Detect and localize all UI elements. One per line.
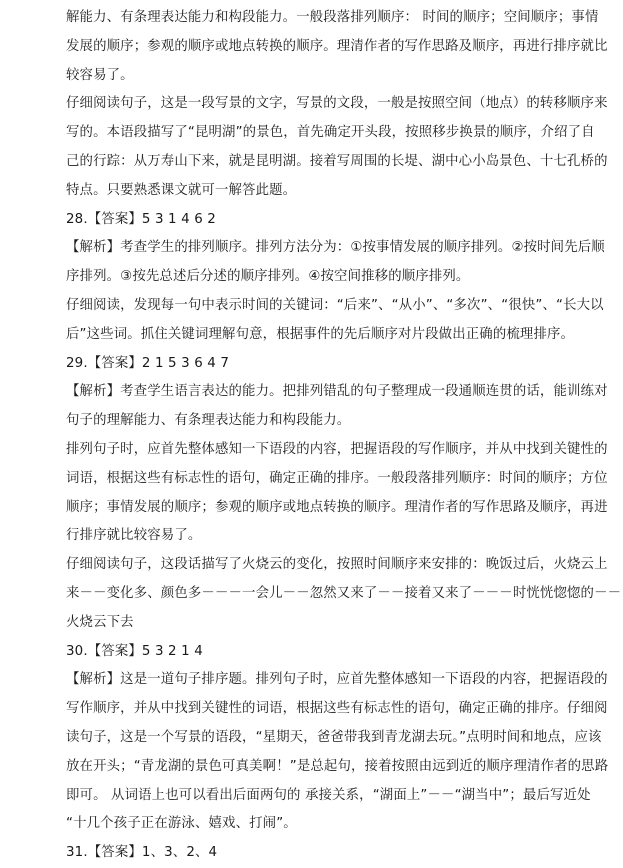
text-line: 特点。只要熟悉课文就可一解答此题。 (66, 182, 297, 198)
text-line: 火烧云下去 (66, 614, 134, 630)
text-line: 仔细阅读，发现每一句中表示时间的关键词：“后来”、“从小”、“多次”、“很快”、“长大以 (66, 297, 604, 313)
text-line: 词语，根据这些有标志性的语句，确定正确的排序。一般段落排列顺序：时间的顺序；方位 (66, 470, 608, 486)
text-line: 来－－变化多、颜色多－－－一会儿－－忽然又来了－－接着又来了－－－时恍恍惚惚的－－ (66, 585, 622, 601)
text-line: 写作顺序，并从中找到关键性的词语，根据这些有标志性的语句，确定正确的排序。仔细阅 (66, 701, 608, 717)
text-line: 【解析】考查学生语言表达的能力。把排列错乱的句子整理成一段通顺连贯的话，能训练对 (66, 384, 608, 400)
text-line: 解能力、有条理表达能力和构段能力。一般段落排列顺序： 时间的顺序；空间顺序；事情 (66, 10, 599, 25)
text-line: 【解析】考查学生的排列顺序。排列方法分为：①按事情发展的顺序排列。②按时间先后顺 (66, 240, 605, 256)
text-line: 己的行踪：从万寿山下来，就是昆明湖。接着写周围的长堤、湖中心小岛景色、十七孔桥的 (66, 153, 608, 169)
text-line: 句子的理解能力、有条理表达能力和构段能力。 (66, 413, 351, 429)
answer-30: 30.【答案】5 3 2 1 4 (66, 643, 203, 659)
answer-29: 29.【答案】2 1 5 3 6 4 7 (66, 355, 230, 371)
text-line: 后”这些词。抓住关键词理解句意，根据事件的先后顺序对片段做出正确的梳理排序。 (66, 326, 575, 342)
answer-31: 31.【答案】1、3、2、4 (66, 845, 218, 861)
text-line: 顺序；事情发展的顺序；参观的顺序或地点转换的顺序。理清作者的写作思路及顺序，再进 (66, 499, 608, 515)
text-line: 放在开头；“青龙湖的景色可真美啊！”是总起句，接着按照由远到近的顺序理清作者的思路 (66, 758, 609, 774)
text-line: 仔细阅读句子，这段话描写了火烧云的变化，按照时间顺序来安排的：晚饭过后，火烧云上 (66, 557, 608, 573)
text-line: 写的。本语段描写了“昆明湖”的景色，首先确定开头段，按照移步换景的顺序，介绍了自 (66, 125, 595, 141)
text-line: “十几个孩子正在游泳、嬉戏、打闹”。 (66, 816, 297, 832)
answer-28: 28.【答案】5 3 1 4 6 2 (66, 211, 216, 227)
text-line: 发展的顺序；参观的顺序或地点转换的顺序。理清作者的写作思路及顺序，再进行排序就比 (66, 38, 608, 54)
document-page (66, 0, 622, 868)
text-line: 序排列。③按先总述后分述的顺序排列。④按空间推移的顺序排列。 (66, 269, 470, 285)
text-line: 较容易了。 (66, 67, 134, 83)
text-line: 即可。 从词语上也可以看出后面两句的 承接关系，“湖面上”－－“湖当中”；最后写近处 (66, 787, 591, 803)
text-line: 排列句子时，应首先整体感知一下语段的内容，把握语段的写作顺序，并从中找到关键性的 (66, 441, 608, 457)
text-line: 【解析】这是一道句子排序题。排列句子时，应首先整体感知一下语段的内容，把握语段的 (66, 672, 608, 688)
text-line: 仔细阅读句子，这是一段写景的文字，写景的文段，一般是按照空间（地点）的转移顺序来 (66, 96, 608, 112)
text-line: 读句子，这是一个写景的语段，“星期天，爸爸带我到青龙湖去玩。”点明时间和地点，应该 (66, 729, 602, 745)
text-line: 行排序就比较容易了。 (66, 528, 202, 544)
